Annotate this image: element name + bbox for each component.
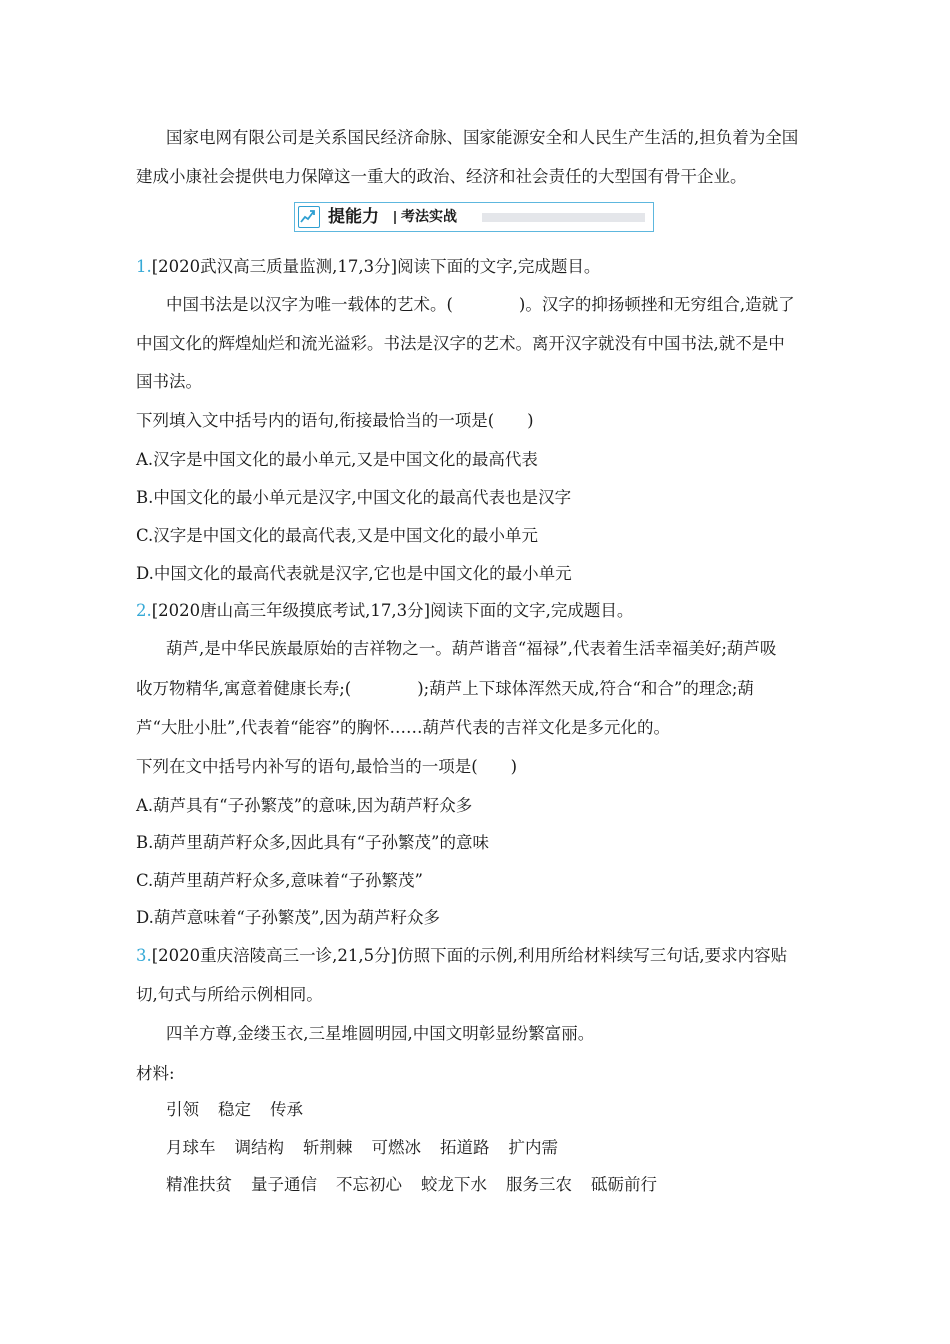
banner-subtitle: 考法实战 bbox=[401, 209, 457, 225]
material-word: 月球车 bbox=[166, 1138, 216, 1157]
banner-decoration-bar bbox=[482, 213, 645, 222]
material-word: 砥砺前行 bbox=[591, 1175, 657, 1194]
q2-option-d: D.葫芦意味着“子孙繁茂”,因为葫芦籽众多 bbox=[136, 908, 441, 927]
q1-passage-line: 国书法。 bbox=[136, 372, 202, 391]
intro-line-1: 国家电网有限公司是关系国民经济命脉、国家能源安全和人民生产生活的,担负着为全国 bbox=[166, 128, 799, 147]
material-word: 量子通信 bbox=[251, 1175, 317, 1194]
chart-trend-icon bbox=[298, 206, 320, 228]
q2-passage-line: 葫芦,是中华民族最原始的吉祥物之一。葫芦谐音“福禄”,代表着生活幸福美好;葫芦吸 bbox=[166, 639, 777, 658]
banner-divider bbox=[394, 211, 396, 224]
material-word: 精准扶贫 bbox=[166, 1175, 232, 1194]
intro-line-2: 建成小康社会提供电力保障这一重大的政治、经济和社会责任的大型国有骨干企业。 bbox=[136, 167, 747, 186]
material-word: 稳定 bbox=[218, 1100, 251, 1119]
q2-option-c: C.葫芦里葫芦籽众多,意味着“子孙繁茂” bbox=[136, 871, 423, 890]
material-word: 引领 bbox=[166, 1100, 199, 1119]
material-word: 扩内需 bbox=[508, 1138, 558, 1157]
material-word: 服务三农 bbox=[506, 1175, 572, 1194]
material-word: 蛟龙下水 bbox=[421, 1175, 487, 1194]
question-2-header bbox=[136, 600, 826, 622]
q3-example: 四羊方尊,金缕玉衣,三星堆圆明园,中国文明彰显纷繁富丽。 bbox=[166, 1024, 595, 1043]
question-3-header bbox=[136, 945, 826, 967]
q1-passage-line: 中国书法是以汉字为唯一载体的艺术。( )。汉字的抑扬顿挫和无穷组合,造就了 bbox=[166, 295, 795, 314]
q1-option-b: B.中国文化的最小单元是汉字,中国文化的最高代表也是汉字 bbox=[136, 488, 572, 507]
material-word: 传承 bbox=[270, 1100, 303, 1119]
q1-option-c: C.汉字是中国文化的最高代表,又是中国文化的最小单元 bbox=[136, 526, 539, 545]
q3-material-row-2 bbox=[166, 1137, 856, 1159]
q2-passage-line: 芦“大肚小肚”,代表着“能容”的胸怀……葫芦代表的吉祥文化是多元化的。 bbox=[136, 718, 670, 737]
question-source: [2020重庆涪陵高三一诊,21,5分]仿照下面的示例,利用所给材料续写三句话,要求内容贴 bbox=[151, 946, 788, 965]
q2-option-b: B.葫芦里葫芦籽众多,因此具有“子孙繁茂”的意味 bbox=[136, 833, 489, 852]
q3-material-row-3 bbox=[166, 1174, 856, 1196]
question-source: [2020唐山高三年级摸底考试,17,3分]阅读下面的文字,完成题目。 bbox=[151, 601, 634, 620]
q1-option-a: A.汉字是中国文化的最小单元,又是中国文化的最高代表 bbox=[136, 450, 538, 469]
question-number: 2. bbox=[136, 601, 152, 620]
q1-prompt: 下列填入文中括号内的语句,衔接最恰当的一项是( ) bbox=[136, 411, 534, 430]
banner-title: 提能力 bbox=[328, 207, 379, 227]
question-number: 3. bbox=[136, 946, 152, 965]
question-1-header bbox=[136, 256, 826, 278]
q2-option-a: A.葫芦具有“子孙繁茂”的意味,因为葫芦籽众多 bbox=[136, 796, 473, 815]
q3-material-label: 材料: bbox=[136, 1064, 175, 1083]
material-word: 斩荆棘 bbox=[303, 1138, 353, 1157]
q3-source-continued: 切,句式与所给示例相同。 bbox=[136, 985, 323, 1004]
q1-option-d: D.中国文化的最高代表就是汉字,它也是中国文化的最小单元 bbox=[136, 564, 572, 583]
q2-prompt: 下列在文中括号内补写的语句,最恰当的一项是( ) bbox=[136, 757, 518, 776]
material-word: 调结构 bbox=[234, 1138, 284, 1157]
question-number: 1. bbox=[136, 257, 152, 276]
material-word: 不忘初心 bbox=[336, 1175, 402, 1194]
q3-material-row-1 bbox=[166, 1099, 856, 1121]
q2-passage-line: 收万物精华,寓意着健康长寿;( );葫芦上下球体浑然天成,符合“和合”的理念;葫 bbox=[136, 679, 754, 698]
material-word: 可燃冰 bbox=[371, 1138, 421, 1157]
question-source: [2020武汉高三质量监测,17,3分]阅读下面的文字,完成题目。 bbox=[151, 257, 601, 276]
material-word: 拓道路 bbox=[440, 1138, 490, 1157]
q1-passage-line: 中国文化的辉煌灿烂和流光溢彩。书法是汉字的艺术。离开汉字就没有中国书法,就不是中 bbox=[136, 334, 785, 353]
section-banner bbox=[294, 202, 654, 232]
